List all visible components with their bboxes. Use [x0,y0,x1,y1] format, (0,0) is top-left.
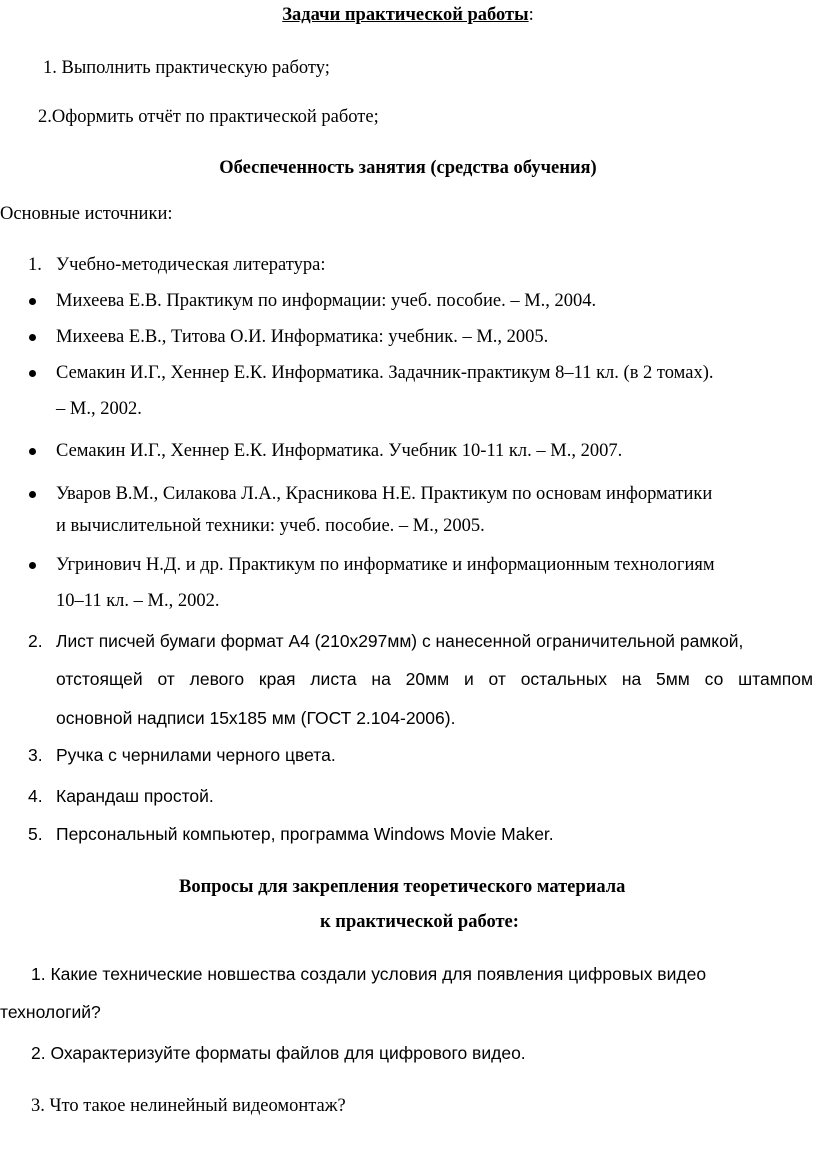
bullet-icon [29,491,36,498]
task-item-2: 2.Оформить отчёт по практической работе; [38,107,379,127]
material-3-number: 3. [28,745,43,765]
book-4: Семакин И.Г., Хеннер Е.К. Информатика. Учебник 10-11 кл. – М., 2007. [56,441,623,461]
bullet-icon [29,334,36,341]
tasks-heading-colon: : [528,5,534,25]
material-3-text: Ручка с чернилами черного цвета. [56,745,336,765]
question-2: 2. Охарактеризуйте форматы файлов для цифрового видео. [31,1043,526,1063]
book-3-line-1: Семакин И.Г., Хеннер Е.К. Информатика. Задачник-практикум 8–11 кл. (в 2 томах). [56,363,714,383]
material-5-number: 5. [28,824,43,844]
book-6-line-2: 10–11 кл. – М., 2002. [56,591,220,611]
book-6-line-1: Угринович Н.Д. и др. Практикум по информатике и информационным технологиям [56,555,715,575]
lit-number: 1. [28,255,42,275]
book-5-line-1: Уваров В.М., Силакова Л.А., Красникова Н.Е. Практикум по основам информатики [56,484,713,504]
task-item-1: 1. Выполнить практическую работу; [43,58,330,78]
book-3-line-2: – М., 2002. [56,399,142,419]
book-2: Михеева Е.В., Титова О.И. Информатика: учебник. – М., 2005. [56,327,549,347]
bullet-icon [29,448,36,455]
tasks-heading [0,4,816,26]
lit-label: Учебно-методическая литература: [56,255,326,275]
questions-heading-line-1: Вопросы для закрепления теоретического материала [179,877,626,897]
provision-heading: Обеспеченность занятия (средства обучения) [219,158,597,178]
bullet-icon [29,298,36,305]
questions-heading-line-2: к практической работе: [320,912,519,932]
book-5-line-2: и вычислительной техники: учеб. пособие. – М., 2005. [56,516,485,536]
material-2-line-1: Лист писчей бумаги формат А4 (210х297мм) с нанесенной ограничительной рамкой, [56,631,744,651]
bullet-icon [29,562,36,569]
material-4-text: Карандаш простой. [56,786,214,806]
question-1-line-1: 1. Какие технические новшества создали условия для появления цифровых видео [31,964,707,984]
material-4-number: 4. [28,786,43,806]
material-2-line-3: основной надписи 15х185 мм (ГОСТ 2.104-2006). [56,708,456,728]
sources-label: Основные источники: [0,204,173,224]
material-2-number: 2. [28,631,43,651]
material-2-line-2: отстоящей от левого края листа на 20мм и от остальных на 5мм со штампом [56,669,813,689]
material-5-text: Персональный компьютер, программа Windows Movie Maker. [56,824,554,844]
tasks-heading-text: Задачи практической работы [282,5,529,25]
question-3: 3. Что такое нелинейный видеомонтаж? [31,1096,346,1116]
book-1: Михеева Е.В. Практикум по информации: учеб. пособие. – М., 2004. [56,291,597,311]
bullet-icon [29,370,36,377]
question-1-line-2: технологий? [0,1002,101,1022]
